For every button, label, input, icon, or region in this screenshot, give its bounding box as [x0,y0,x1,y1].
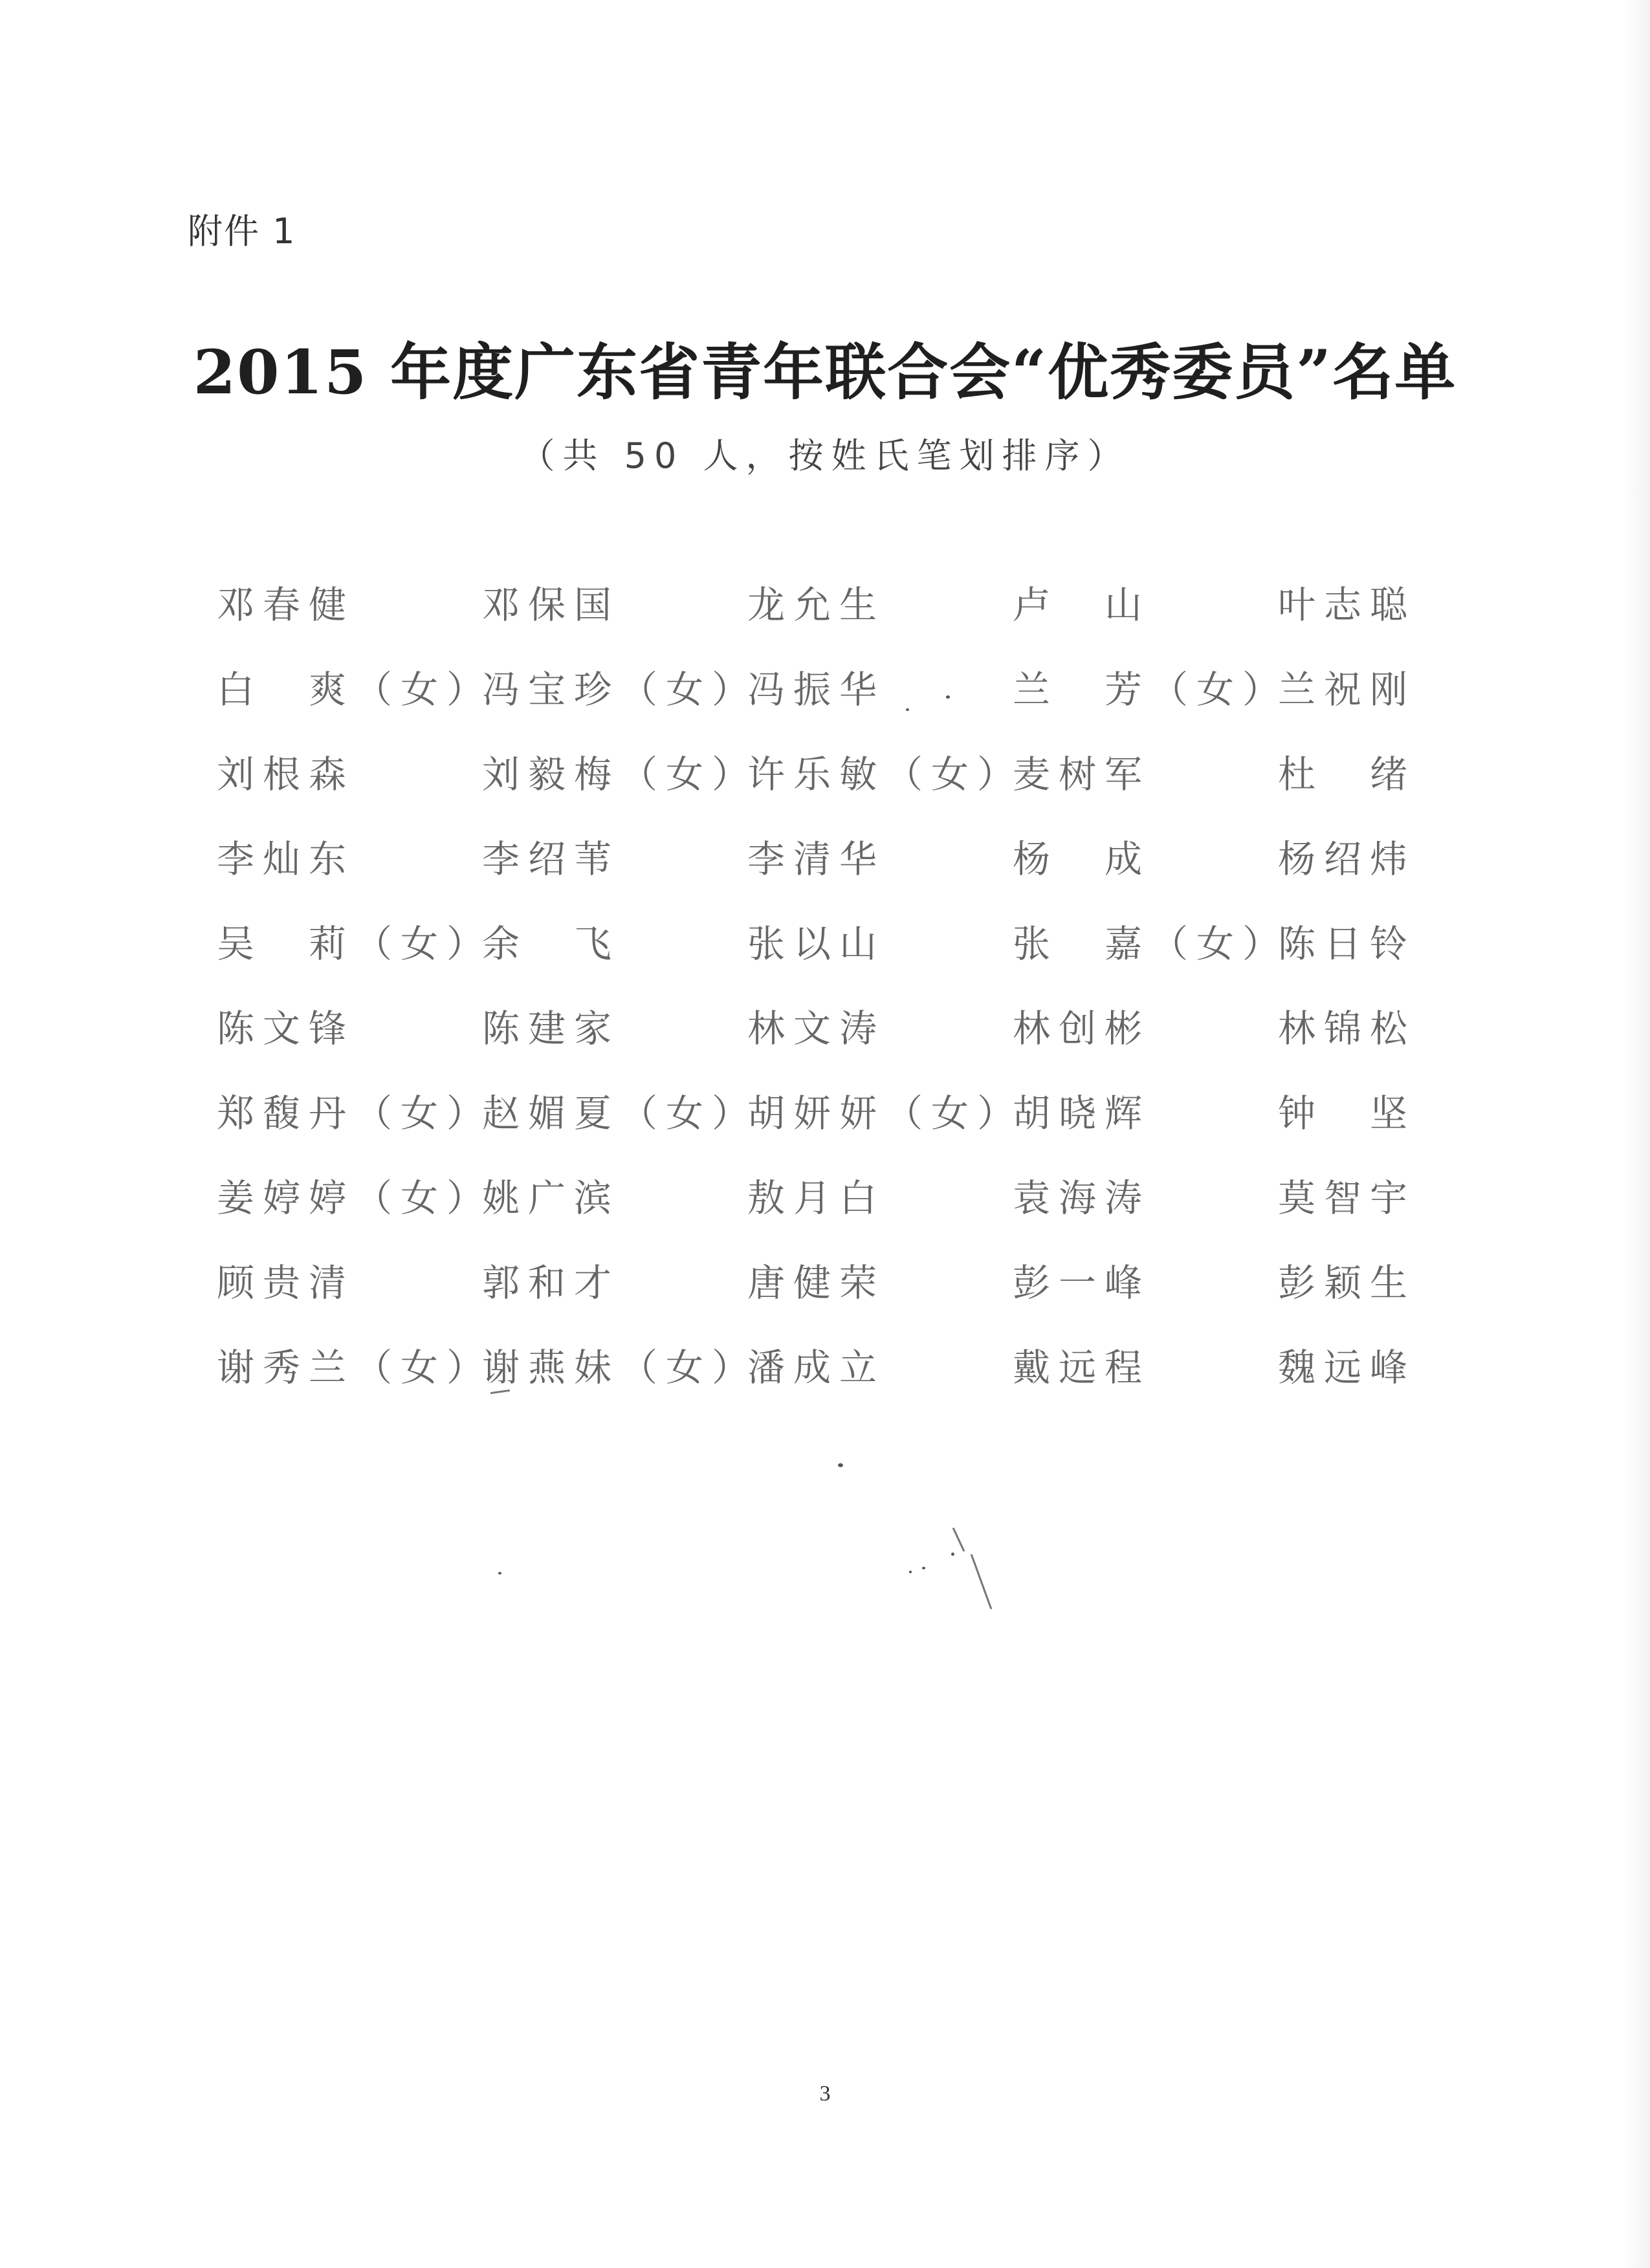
member-name: 冯宝珍（女） [482,668,758,712]
member-name: 顾贵清 [217,1261,355,1305]
member-name: 白 爽（女） [217,668,493,712]
member-name: 彭一峰 [1013,1261,1151,1305]
member-name: 麦树军 [1013,752,1151,796]
document-title: 2015 年度广东省青年联合会“优秀委员”名单 [193,337,1457,408]
scan-speck [909,1571,912,1573]
member-name: 吴 莉（女） [217,922,493,966]
member-name: 胡妍妍（女） [747,1091,1024,1135]
member-name: 谢燕妹（女） [482,1346,758,1390]
member-name: 张 嘉（女） [1013,922,1289,966]
name-list [217,582,1446,1430]
member-name: 陈日铃 [1278,922,1416,966]
member-name: 林锦松 [1278,1007,1416,1051]
member-name: 唐健荣 [747,1261,886,1305]
member-name: 杨 成 [1013,837,1151,881]
member-name: 杨绍炜 [1278,837,1416,881]
member-name: 邓春健 [217,583,355,627]
member-name: 姜婷婷（女） [217,1176,493,1220]
member-name: 谢秀兰（女） [217,1346,493,1390]
member-name: 兰 芳（女） [1013,668,1289,712]
page-number: 3 [819,2082,831,2106]
member-name: 刘根森 [217,752,355,796]
document-subtitle: （共 50 人，按姓氏笔划排序） [520,435,1130,476]
scan-speck [838,1463,843,1467]
member-name: 赵媚夏（女） [482,1091,758,1135]
member-name: 许乐敏（女） [747,752,1024,796]
member-name: 戴远程 [1013,1346,1151,1390]
member-name: 彭颖生 [1278,1261,1416,1305]
scan-scratch [971,1554,993,1609]
member-name: 余 飞 [482,922,621,966]
member-name: 袁海涛 [1013,1176,1151,1220]
member-name: 兰祝刚 [1278,668,1416,712]
member-name: 敖月白 [747,1176,886,1220]
member-name: 卢 山 [1013,583,1151,627]
member-name: 李清华 [747,837,886,881]
scan-scratch [952,1527,965,1552]
member-name: 潘成立 [747,1346,886,1390]
attachment-label: 附件 1 [188,211,296,252]
member-name: 龙允生 [747,583,886,627]
member-name: 刘毅梅（女） [482,752,758,796]
member-name: 钟 坚 [1278,1091,1416,1135]
member-name: 张以山 [747,922,886,966]
member-name: 魏远峰 [1278,1346,1416,1390]
member-name: 李灿东 [217,837,355,881]
scan-speck [498,1572,501,1575]
member-name: 陈建家 [482,1007,621,1051]
member-name: 杜 绪 [1278,752,1416,796]
member-name: 林文涛 [747,1007,886,1051]
member-name: 林创彬 [1013,1007,1151,1051]
scan-speck [946,695,950,699]
member-name: 郑馥丹（女） [217,1091,493,1135]
member-name: 莫智宇 [1278,1176,1416,1220]
member-name: 郭和才 [482,1261,621,1305]
member-name: 胡晓辉 [1013,1091,1151,1135]
member-name: 姚广滨 [482,1176,621,1220]
member-name: 陈文锋 [217,1007,355,1051]
scan-speck [906,708,909,711]
member-name: 邓保国 [482,583,621,627]
member-name: 李绍苇 [482,837,621,881]
member-name: 冯振华 [747,668,886,712]
scan-speck [922,1567,925,1569]
member-name: 叶志聪 [1278,583,1416,627]
scan-speck [951,1553,954,1556]
